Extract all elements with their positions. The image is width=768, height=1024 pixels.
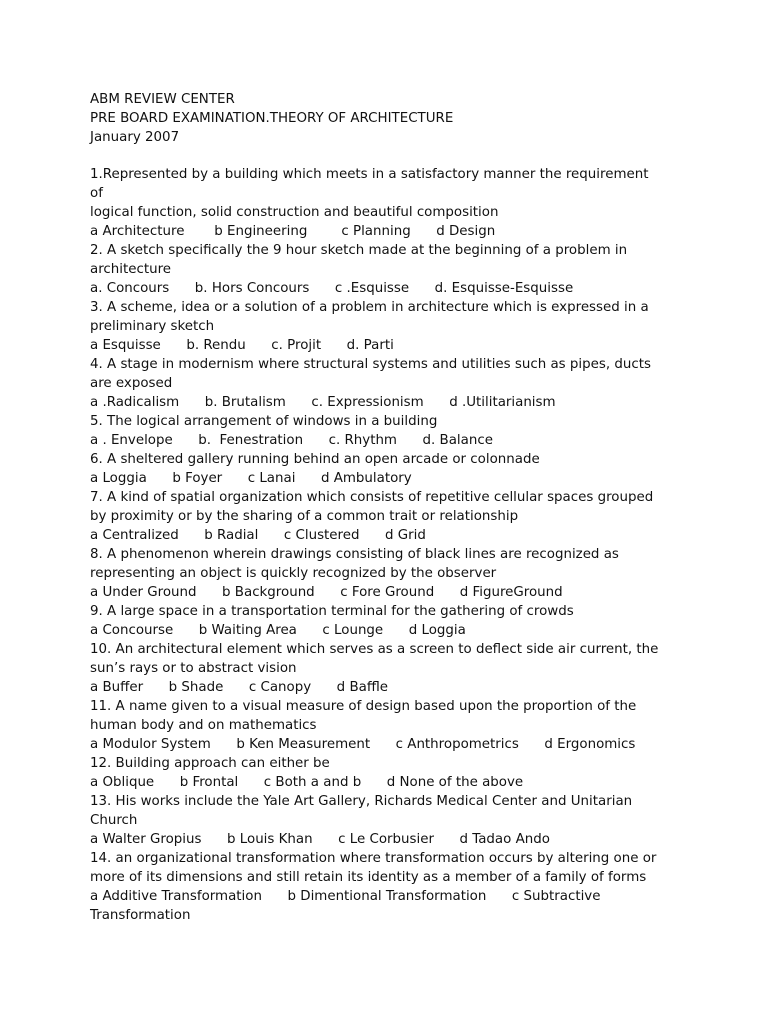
text-line: are exposed (90, 376, 173, 391)
text-line: a Concourse b Waiting Area c Lounge d Loggia (90, 623, 466, 638)
text-line: 10. An architectural element which serves as a screen to deflect side air current, the (90, 642, 659, 657)
text-line: 1.Represented by a building which meets in a satisfactory manner the requirement (90, 167, 649, 182)
text-line: by proximity or by the sharing of a common trait or relationship (90, 509, 519, 524)
text-line: a Walter Gropius b Louis Khan c Le Corbusier d Tadao Ando (90, 832, 550, 847)
text-line: a Additive Transformation b Dimentional Transformation c Subtractive (90, 889, 601, 904)
text-line: 9. A large space in a transportation terminal for the gathering of crowds (90, 604, 574, 619)
exam-title: PRE BOARD EXAMINATION.THEORY OF ARCHITECTURE (90, 111, 454, 126)
text-line: 13. His works include the Yale Art Gallery, Richards Medical Center and Unitarian (90, 794, 633, 809)
text-line: Transformation (90, 908, 191, 923)
text-line: architecture (90, 262, 172, 277)
text-line: a .Radicalism b. Brutalism c. Expressionism d .Utilitarianism (90, 395, 556, 410)
text-line: 5. The logical arrangement of windows in a building (90, 414, 438, 429)
text-line: more of its dimensions and still retain its identity as a member of a family of forms (90, 870, 647, 885)
text-line: 3. A scheme, idea or a solution of a problem in architecture which is expressed in a (90, 300, 649, 315)
text-line: 14. an organizational transformation where transformation occurs by altering one or (90, 851, 657, 866)
text-line: a Modulor System b Ken Measurement c Anthropometrics d Ergonomics (90, 737, 636, 752)
text-line: 6. A sheltered gallery running behind an open arcade or colonnade (90, 452, 540, 467)
text-line: 8. A phenomenon wherein drawings consisting of black lines are recognized as (90, 547, 619, 562)
text-line: 7. A kind of spatial organization which consists of repetitive cellular spaces grouped (90, 490, 654, 505)
text-line: 12. Building approach can either be (90, 756, 330, 771)
review-center-name: ABM REVIEW CENTER (90, 92, 235, 107)
question-list (90, 165, 690, 925)
text-line: a Esquisse b. Rendu c. Projit d. Parti (90, 338, 394, 353)
text-line: of (90, 186, 103, 201)
text-line: a Under Ground b Background c Fore Ground d FigureGround (90, 585, 563, 600)
text-line: a Oblique b Frontal c Both a and b d None of the above (90, 775, 524, 790)
text-line: a. Concours b. Hors Concours c .Esquisse d. Esquisse-Esquisse (90, 281, 574, 296)
text-line: a Centralized b Radial c Clustered d Grid (90, 528, 426, 543)
text-line: a Buffer b Shade c Canopy d Baffle (90, 680, 389, 695)
document-page (90, 90, 690, 925)
exam-date: January 2007 (90, 130, 180, 145)
text-line: 4. A stage in modernism where structural systems and utilities such as pipes, ducts (90, 357, 651, 372)
text-line: a . Envelope b. Fenestration c. Rhythm d. Balance (90, 433, 493, 448)
text-line: Church (90, 813, 138, 828)
text-line: representing an object is quickly recognized by the observer (90, 566, 497, 581)
text-line: 11. A name given to a visual measure of design based upon the proportion of the (90, 699, 637, 714)
text-line: sun’s rays or to abstract vision (90, 661, 297, 676)
text-line: 2. A sketch specifically the 9 hour sketch made at the beginning of a problem in (90, 243, 628, 258)
header-spacer (90, 147, 690, 165)
text-line: logical function, solid construction and beautiful composition (90, 205, 499, 220)
text-line: human body and on mathematics (90, 718, 317, 733)
text-line: preliminary sketch (90, 319, 215, 334)
text-line: a Architecture b Engineering c Planning d Design (90, 224, 496, 239)
text-line: a Loggia b Foyer c Lanai d Ambulatory (90, 471, 412, 486)
